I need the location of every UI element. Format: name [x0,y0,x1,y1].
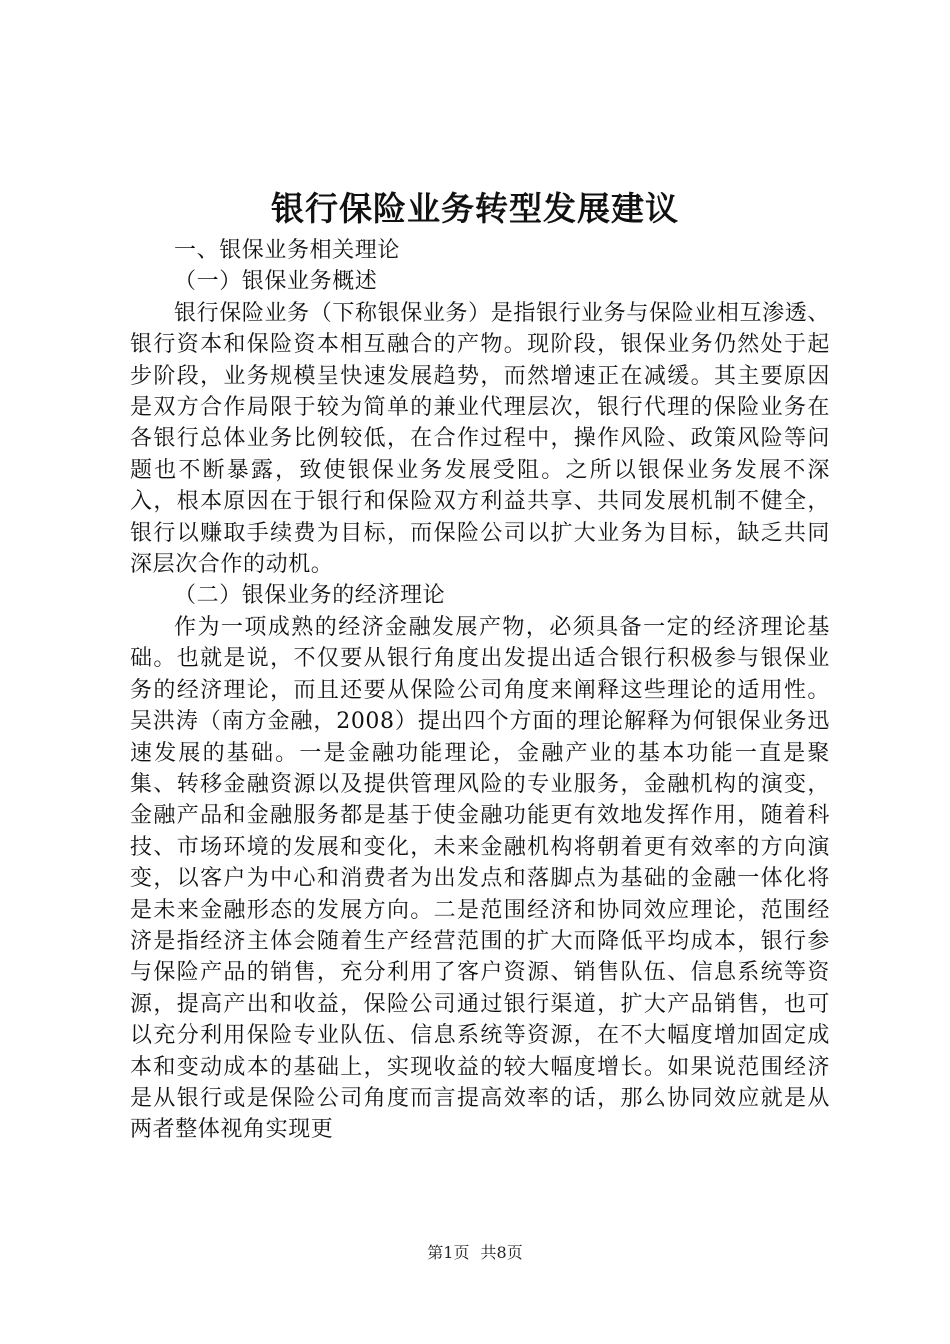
section-heading: 一、银保业务相关理论 [174,238,401,263]
document-body [130,235,830,1146]
paragraph: 银行保险业务（下称银保业务）是指银行业务与保险业相互渗透、银行资本和保险资本相互融合的产物。现阶段，银保业务仍然处于起步阶段，业务规模呈快速发展趋势，而然增速正在减缓。其主要原因是双方合作局限于较为简单的兼业代理层次，银行代理的保险业务在各银行总体业务比例较低，在合作过程中，操作风险、政策风险等问题也不断暴露，致使银保业务发展受阻。之所以银保业务发展不深入，根本原因在于银行和保险双方利益共享、共同发展机制不健全，银行以赚取手续费为目标，而保险公司以扩大业务为目标，缺乏共同深层次合作的动机。 [130,300,830,578]
section-subheading: （二）银保业务的经济理论 [174,583,446,609]
paragraph: 作为一项成熟的经济金融发展产物，必须具备一定的经济理论基础。也就是说，不仅要从银行角度出发提出适合银行积极参与银保业务的经济理论，而且还要从保险公司角度来阐释这些理论的适用性。吴洪涛（南方金融，2008）提出四个方面的理论解释为何银保业务迅速发展的基础。一是金融功能理论，金融产业的基本功能一直是聚集、转移金融资源以及提供管理风险的专业服务，金融机构的演变，金融产品和金融服务都是基于使金融功能更有效地发挥作用，随着科技、市场环境的发展和变化，未来金融机构将朝着更有效率的方向演变，以客户为中心和消费者为出发点和落脚点为基础的金融一体化将是未来金融形态的发展方向。二是范围经济和协同效应理论，范围经济是指经济主体会随着生产经营范围的扩大而降低平均成本，银行参与保险产品的销售，充分利用了客户资源、销售队伍、信息系统等资源，提高产出和收益，保险公司通过银行渠道，扩大产品销售，也可以充分利用保险专业队伍、信息系统等资源，在不大幅度增加固定成本和变动成本的基础上，实现收益的较大幅度增长。如果说范围经济是从银行或是保险公司角度而言提高效率的话，那么协同效应就是从两者整体视角实现更 [130,614,830,1143]
page-total: 共8页 [480,1243,523,1262]
page-footer [0,1242,950,1264]
document-title: 银行保险业务转型发展建议 [271,189,679,228]
page-number: 第1页 [427,1243,470,1262]
section-subheading: （一）银保业务概述 [174,269,378,295]
